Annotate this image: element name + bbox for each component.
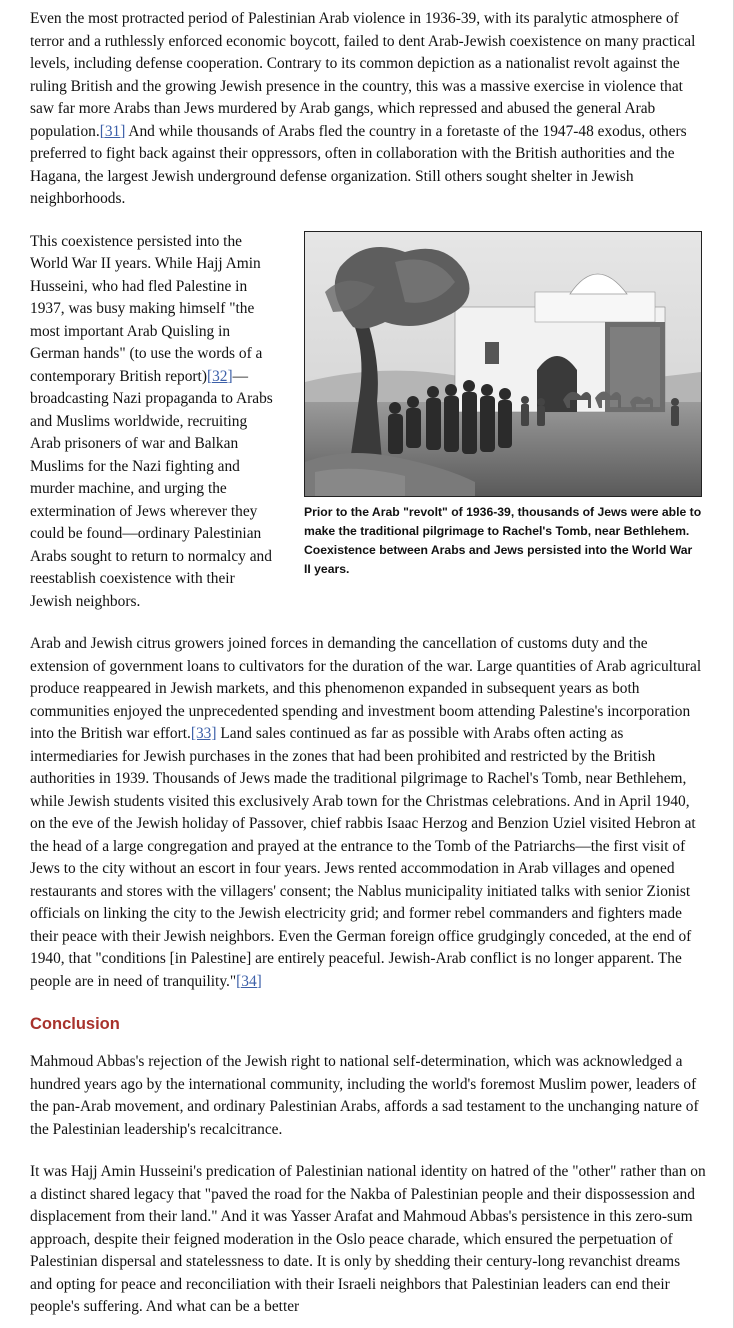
- paragraph-text: This coexistence persisted into the World War II years. While Hajj Amin Husseini, who had fled Palestine in 1937, was busy making himself "the most important Arab Quisling in German hands" (to use the words of a contemporary British report): [30, 232, 263, 385]
- photo-caption: Prior to the Arab "revolt" of 1936-39, thousands of Jews were able to make the traditional pilgrimage to Rachel's Tomb, near Bethlehem. Coexistence between Arabs and Jews persisted into the World War II years.: [304, 504, 702, 576]
- photo-figure: [304, 231, 702, 614]
- footnote-link-33[interactable]: [33]: [190, 725, 217, 742]
- paragraph-conclusion-2: It was Hajj Amin Husseini's predication of Palestinian national identity on hatred of the "other" rather than on a distinct shared legacy that "paved the road for the Nakba of Palestinian people and their dispossession and displacement from their land." And it was Yasser Arafat and Mahmoud Abbas's persistence in this zero-sum approach, despite their feigned moderation in the Oslo peace charade, which ensured the perpetuation of Palestinian dispersal and statelessness to date. It is only by shedding their century-long revanchist dreams and opting for peace and reconciliation with their Israeli neighbors that Palestinian leaders can end their people's suffering. And what can be a better: [30, 1163, 706, 1315]
- paragraph-text: Even the most protracted period of Palestinian Arab violence in 1936-39, with its paralytic atmosphere of terror and a ruthlessly enforced economic boycott, failed to dent Arab-Jewish coexistence on many practical levels, including defense cooperation. Contrary to its common depiction as a nationalist revolt against the ruling British and the growing Jewish presence in the country, this was a massive exercise in violence that saw far more Arabs than Jews murdered by Arab gangs, which repressed and abused the general Arab population.: [30, 10, 696, 140]
- rachels-tomb-photo: [304, 231, 702, 497]
- figure-row: [30, 231, 706, 614]
- paragraph-coexistence: [30, 633, 706, 993]
- paragraph-conclusion-1: Mahmoud Abbas's rejection of the Jewish right to national self-determination, which was acknowledged a hundred years ago by the international community, including the world's foremost Muslim power, leaders of the pan-Arab movement, and ordinary Palestinian Arabs, affords a sad testament to the unchanging nature of the Palestinian leadership's recalcitrance.: [30, 1053, 699, 1138]
- footnote-link-32[interactable]: [32]: [206, 367, 233, 385]
- paragraph-text: Arab and Jewish citrus growers joined forces in demanding the cancellation of customs duty and the extension of government loans to cultivators for the duration of the war. Large quantities of Arab agricultural produce reappeared in Jewish markets, and this phenomenon expanded in subsequent years as both communities enjoyed the unprecedented spending and investment boom attending Palestine's incorporation into the British war effort.: [30, 635, 702, 742]
- paragraph-text: Land sales continued as far as possible with Arabs often acting as intermediaries for Jewish purchases in the zones that had been prohibited and restricted by the British authorities in 1939. Thousands of Jews made the traditional pilgrimage to Rachel's Tomb, near Bethlehem, while Jewish students visited this exclusively Arab town for the Christmas celebrations. And in April 1940, on the eve of the Jewish holiday of Passover, chief rabbis Isaac Herzog and Benzion Uziel visited Hebron at the head of a large congregation and prayed at the entrance to the Tomb of the Patriarchs—the first visit of Jews to the city without an escort in four years. Jews rented accommodation in Arab villages and opened restaurants and stores with the villagers' consent; the Nablus municipality initiated talks with senior Zionist officials on linking the city to the Jewish electricity grid; and former rebel commanders and fighters made their peace with their Jewish neighbors. Even the German foreign office grudgingly conceded, at the end of 1940, that "conditions [in Palestine] are entirely peaceful. Jewish-Arab conflict is no longer apparent. The people are in need of tranquility.": [30, 725, 696, 990]
- paragraph-wwii: [30, 231, 280, 614]
- footnote-link-34[interactable]: [34]: [236, 972, 262, 990]
- article-body: [30, 8, 706, 1328]
- section-heading-conclusion: Conclusion: [30, 1015, 120, 1033]
- paragraph-text: And while thousands of Arabs fled the country in a foretaste of the 1947-48 exodus, others preferred to fight back against their oppressors, often in collaboration with the British authorities and the Hagana, the largest Jewish underground defense organization. Still others sought shelter in Jewish neighborhoods.: [30, 122, 687, 207]
- paragraph-text: —broadcasting Nazi propaganda to Arabs and Muslims worldwide, recruiting Arab prisoners of war and Balkan Muslims for the Nazi fighting and murder machine, and urging the extermination of Jews wherever they could be found—ordinary Palestinian Arabs sought to return to normalcy and reestablish coexistence with their Jewish neighbors.: [30, 367, 273, 610]
- footnote-link-31[interactable]: [31]: [99, 122, 126, 140]
- paragraph-revolt: [30, 8, 706, 211]
